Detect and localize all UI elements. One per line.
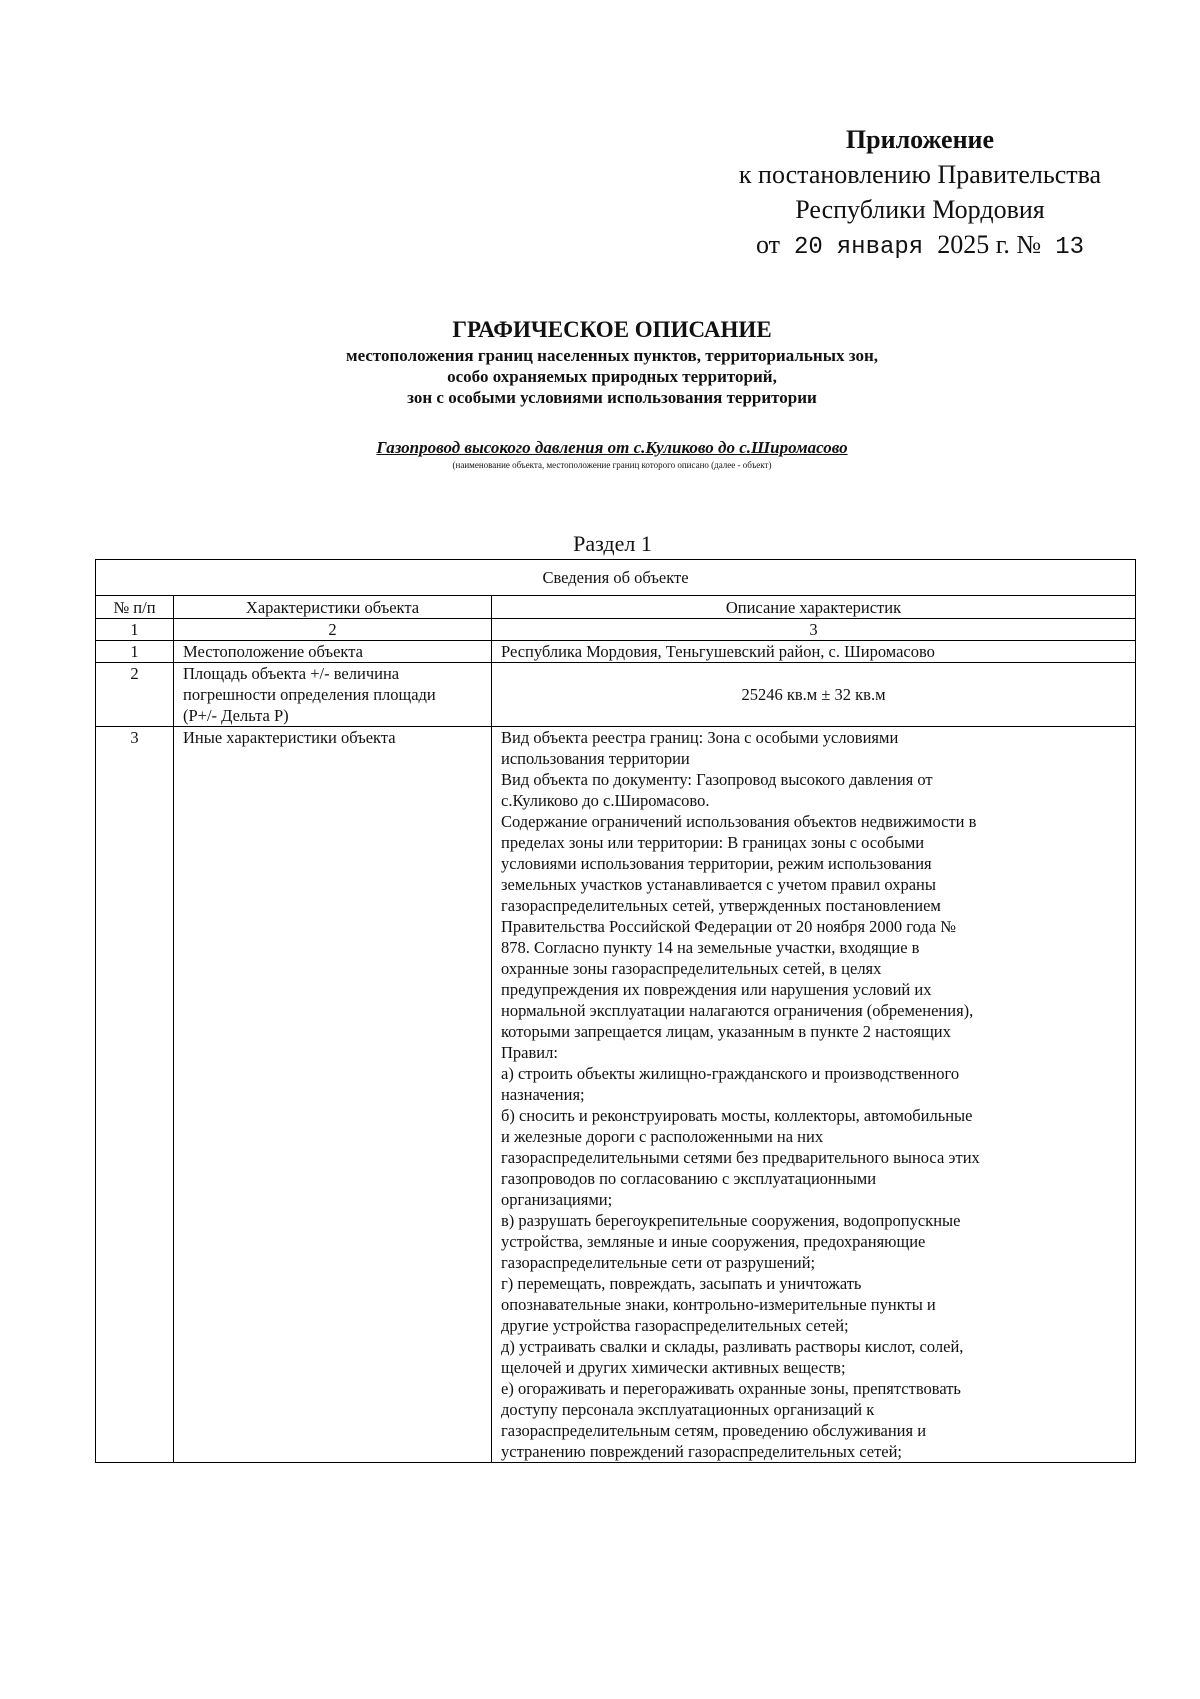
column-number: 1: [96, 619, 174, 641]
description-line: назначения;: [501, 1085, 585, 1104]
description-line: е) огораживать и перегораживать охранные зоны, препятствовать: [501, 1379, 961, 1398]
description-line: щелочей и других химически активных веществ;: [501, 1358, 846, 1377]
description-line: 25246 кв.м ± 32 кв.м: [741, 685, 886, 704]
description-line: г) перемещать, повреждать, засыпать и уничтожать: [501, 1274, 862, 1293]
description-line: газораспределительные сети от разрушений;: [501, 1253, 816, 1272]
subtitle-line: местоположения границ населенных пунктов, территориальных зон,: [346, 346, 878, 365]
description-line: газораспределительных сетей, утвержденных постановлением: [501, 896, 941, 915]
row-number: 2: [96, 663, 174, 727]
object-name-note: (наименование объекта, местоположение границ которого описано (далее - объект): [452, 460, 772, 470]
characteristic-cell: [174, 663, 492, 727]
column-number: 2: [174, 619, 492, 641]
description-line: д) устраивать свалки и склады, разливать растворы кислот, солей,: [501, 1337, 964, 1356]
description-line: Вид объекта по документу: Газопровод высокого давления от: [501, 770, 933, 789]
document-title: ГРАФИЧЕСКОЕ ОПИСАНИЕ: [452, 317, 772, 342]
description-cell: [492, 727, 1136, 1463]
date-year: 2025 г. №: [937, 230, 1042, 259]
description-line: условиями использования территории, режим использования: [501, 854, 932, 873]
description-line: и железные дороги с расположенными на них: [501, 1127, 824, 1146]
description-line: охранные зоны газораспределительных сетей, в целях: [501, 959, 882, 978]
description-line: Содержание ограничений использования объектов недвижимости в: [501, 812, 977, 831]
row-number: 3: [96, 727, 174, 1463]
description-cell: [492, 663, 1136, 727]
column-number-row: [96, 619, 1136, 641]
appendix-line-2: Республики Мордовия: [795, 195, 1045, 224]
row-number: 1: [96, 641, 174, 663]
subtitle-line: особо охраняемых природных территорий,: [447, 367, 777, 386]
characteristic-line: погрешности определения площади: [183, 685, 436, 704]
description-line: б) сносить и реконструировать мосты, коллекторы, автомобильные: [501, 1106, 973, 1125]
column-header: № п/п: [96, 596, 174, 619]
description-line: другие устройства газораспределительных сетей;: [501, 1316, 849, 1335]
object-info-table: [95, 559, 1136, 1463]
document-number: 13: [1055, 234, 1085, 261]
description-line: Республика Мордовия, Теньгушевский район, с. Широмасово: [501, 642, 935, 661]
appendix-date-line: [700, 227, 1140, 265]
column-header: Описание характеристик: [492, 596, 1136, 619]
description-line: доступу персонала эксплуатационных организаций к: [501, 1400, 875, 1419]
description-line: организациями;: [501, 1190, 613, 1209]
description-line: предупреждения их повреждения или нарушения условий их: [501, 980, 932, 999]
appendix-title: Приложение: [845, 125, 995, 154]
date-prefix: от: [755, 230, 780, 259]
description-line: устройства, земляные и иные сооружения, предохраняющие: [501, 1232, 926, 1251]
description-line: а) строить объекты жилищно-гражданского и производственного: [501, 1064, 960, 1083]
characteristic-line: Иные характеристики объекта: [183, 728, 396, 747]
characteristic-line: (Р+/- Дельта Р): [183, 706, 289, 725]
description-line: нормальной эксплуатации налагаются ограничения (обременения),: [501, 1001, 974, 1020]
characteristic-cell: [174, 641, 492, 663]
description-line: Вид объекта реестра границ: Зона с особыми условиями: [501, 728, 899, 747]
description-line: в) разрушать берегоукрепительные сооружения, водопропускные: [501, 1211, 961, 1230]
description-line: пределах зоны или территории: В границах зоны с особыми: [501, 833, 925, 852]
column-number: 3: [492, 619, 1136, 641]
description-line: газораспределительными сетями без предварительного выноса этих: [501, 1148, 980, 1167]
table-header-row: [96, 596, 1136, 619]
characteristic-line: Площадь объекта +/- величина: [183, 664, 400, 683]
characteristic-cell: [174, 727, 492, 1463]
description-line: Правительства Российской Федерации от 20 ноября 2000 года №: [501, 917, 956, 936]
description-line: газопроводов по согласованию с эксплуатационными: [501, 1169, 877, 1188]
description-line: устранению повреждений газораспределительных сетей;: [501, 1442, 903, 1461]
subtitle-line: зон с особыми условиями использования территории: [407, 388, 817, 407]
appendix-line-1: к постановлению Правительства: [738, 160, 1102, 189]
table-row: [96, 641, 1136, 663]
section-title: Раздел 1: [573, 531, 652, 556]
document-heading: [150, 315, 1074, 408]
description-line: газораспределительным сетям, проведению обслуживания и: [501, 1421, 927, 1440]
table-row: [96, 727, 1136, 1463]
date-month: января: [836, 234, 924, 261]
description-line: земельных участков устанавливается с учетом правил охраны: [501, 875, 936, 894]
description-line: использования территории: [501, 749, 690, 768]
object-name-block: [150, 438, 1074, 471]
description-line: Правил:: [501, 1043, 558, 1062]
description-line: 878. Согласно пункту 14 на земельные участки, входящие в: [501, 938, 920, 957]
appendix-block: [700, 122, 1140, 265]
table-caption: Сведения об объекте: [96, 560, 1136, 596]
column-header: Характеристики объекта: [174, 596, 492, 619]
table-row: [96, 663, 1136, 727]
date-day: 20: [793, 234, 823, 261]
characteristic-line: Местоположение объекта: [183, 642, 363, 661]
description-line: опознавательные знаки, контрольно-измерительные пункты и: [501, 1295, 936, 1314]
description-cell: [492, 641, 1136, 663]
table-body: [96, 560, 1136, 1463]
table-caption-row: [96, 560, 1136, 596]
description-line: которыми запрещается лицам, указанным в пункте 2 настоящих: [501, 1022, 951, 1041]
description-line: с.Куликово до с.Широмасово.: [501, 791, 710, 810]
object-name: Газопровод высокого давления от с.Куликово до с.Широмасово: [376, 438, 848, 457]
